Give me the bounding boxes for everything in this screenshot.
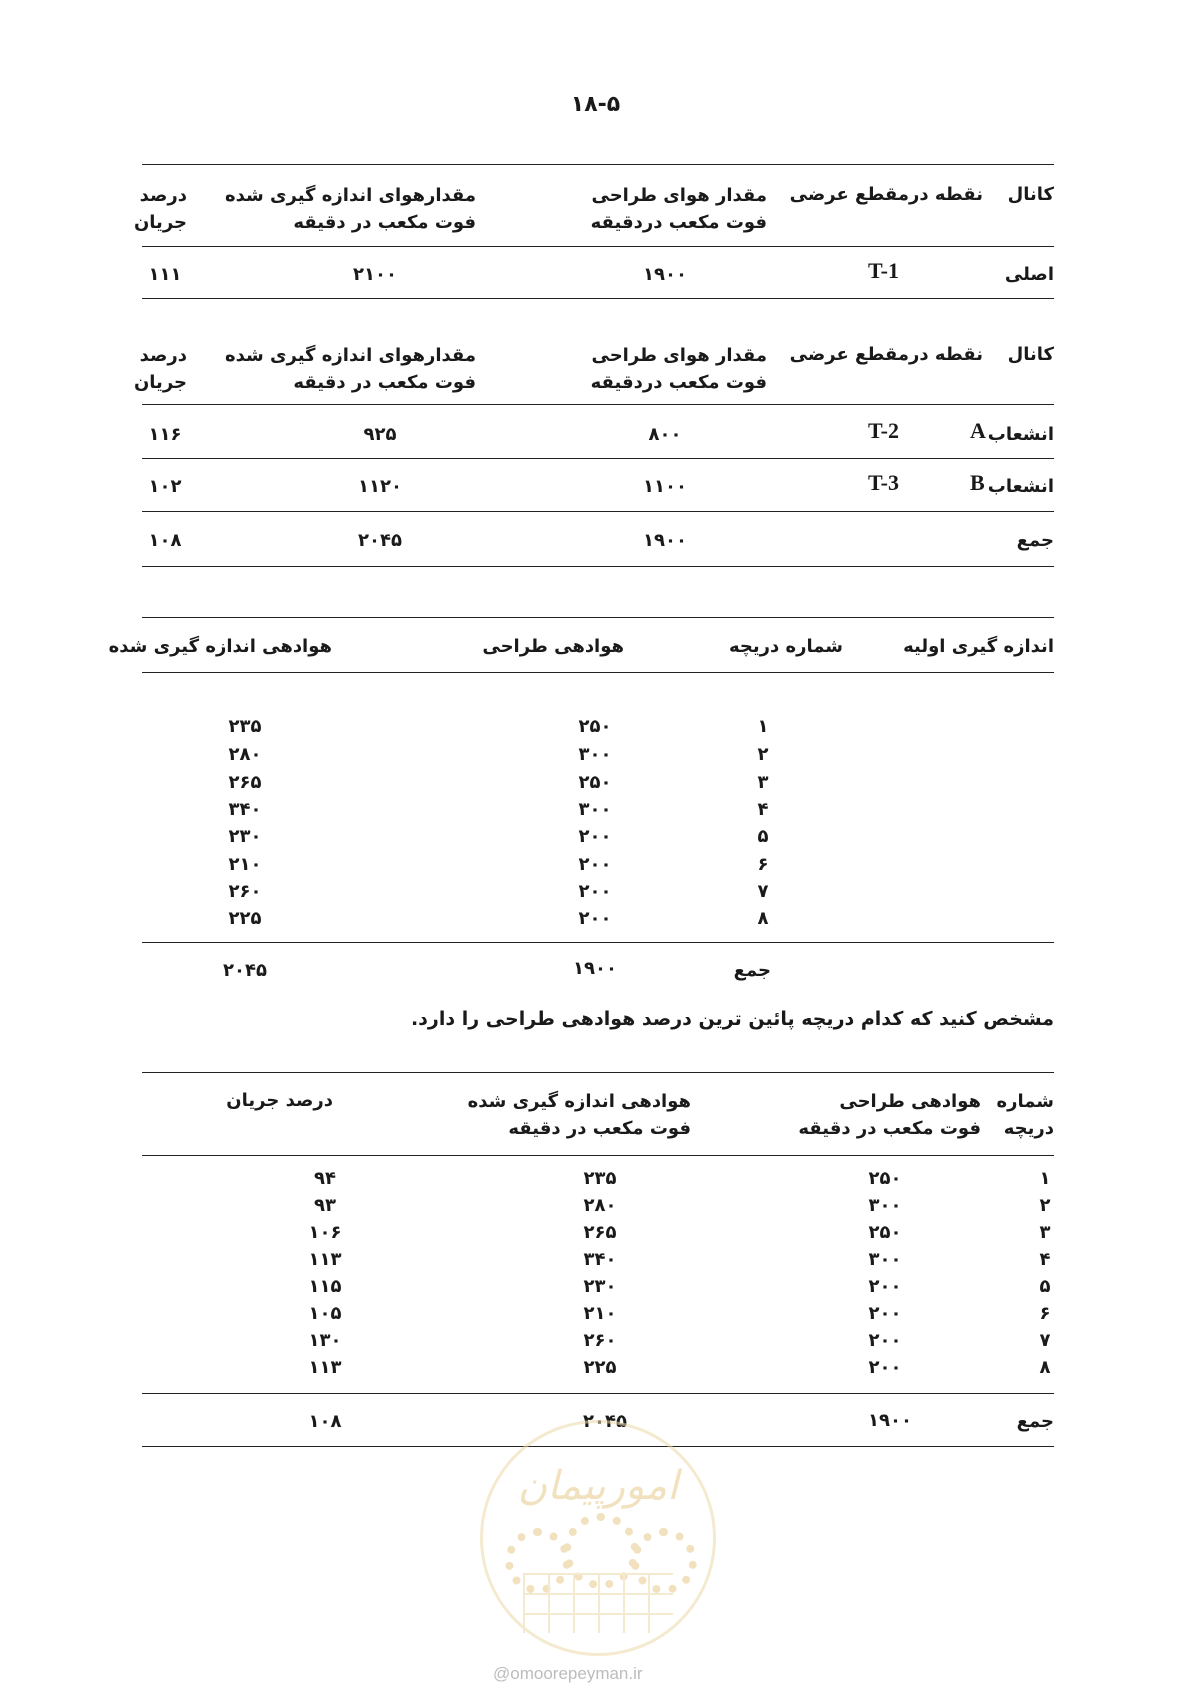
table-rule <box>142 458 1054 459</box>
cell-damper: ۱ <box>1039 1168 1051 1189</box>
cell-damper: ۵ <box>1039 1276 1051 1297</box>
table-rule <box>142 164 1054 165</box>
cell-damper: ۳ <box>1039 1222 1051 1243</box>
cell-measured: ۹۲۵ <box>363 424 397 445</box>
total-label: جمع <box>733 960 771 981</box>
cell-damper: ۵ <box>757 826 769 847</box>
cell-percent: ۱۱۵ <box>308 1276 342 1297</box>
cell-damper: ۲ <box>757 744 769 765</box>
total-design: ۱۹۰۰ <box>868 1410 912 1431</box>
header-design-air: مقدار هوای طراحی فوت مکعب دردقیقه <box>590 345 767 393</box>
cell-damper: ۶ <box>757 854 769 875</box>
cell-channel: اصلی <box>1004 264 1054 285</box>
header-design-airflow: هوادهی طراحی فوت مکعب در دقیقه <box>798 1091 981 1139</box>
cell-measured: ۲۳۵ <box>228 716 262 737</box>
table-rule <box>142 617 1054 618</box>
at-icon: @ <box>493 1664 511 1683</box>
cell-design: ۱۹۰۰ <box>643 264 687 285</box>
header-design-airflow: هوادهی طراحی <box>482 636 624 657</box>
cell-design: ۸۰۰ <box>648 424 682 445</box>
cell-point: T-2 <box>868 418 899 443</box>
total-percent: ۱۰۸ <box>308 1411 342 1432</box>
cell-channel: انشعاب <box>987 424 1054 445</box>
header-damper-number: شماره دریچه <box>728 636 843 657</box>
cell-branch-letter: B <box>970 470 985 495</box>
table-rule <box>142 942 1054 943</box>
cell-damper: ۶ <box>1039 1303 1051 1324</box>
cell-measured: ۲۱۰ <box>228 854 262 875</box>
cell-design: ۲۵۰ <box>868 1168 902 1189</box>
cell-design: ۳۰۰ <box>578 744 612 765</box>
instruction-text: مشخص کنید که کدام دریچه پائین ترین درصد هوادهی طراحی را دارد. <box>410 1008 1054 1030</box>
header-measured-air: مقدارهوای اندازه گیری شده فوت مکعب در دقیقه <box>225 185 476 233</box>
cell-design: ۲۵۰ <box>578 716 612 737</box>
cell-percent: ۹۴ <box>314 1168 336 1189</box>
cell-percent: ۱۰۶ <box>308 1222 342 1243</box>
cell-measured: ۲۱۰ <box>583 1303 617 1324</box>
table-rule <box>142 566 1054 567</box>
page-number: ۱۸-۵ <box>570 92 621 117</box>
cell-measured: ۲۲۵ <box>583 1357 617 1378</box>
cell-design: ۲۰۰ <box>578 826 612 847</box>
cell-design: ۳۰۰ <box>868 1249 902 1270</box>
total-design: ۱۹۰۰ <box>573 958 617 979</box>
cell-design: ۲۵۰ <box>578 772 612 793</box>
table-rule <box>142 1155 1054 1156</box>
cell-damper: ۳ <box>757 772 769 793</box>
total-design: ۱۹۰۰ <box>643 530 687 551</box>
watermark-logo-text: امورپیمان <box>517 1463 679 1509</box>
cell-damper: ۸ <box>1039 1357 1051 1378</box>
cell-damper: ۲ <box>1039 1195 1051 1216</box>
cell-percent: ۱۱۳ <box>308 1357 342 1378</box>
cell-damper: ۸ <box>757 908 769 929</box>
total-measured: ۲۰۴۵ <box>223 960 267 981</box>
cell-damper: ۴ <box>757 799 769 820</box>
cell-design: ۳۰۰ <box>868 1195 902 1216</box>
cell-design: ۱۱۰۰ <box>643 476 687 497</box>
watermark-logo <box>480 1420 716 1656</box>
cell-design: ۲۰۰ <box>868 1303 902 1324</box>
cell-measured: ۲۸۰ <box>228 744 262 765</box>
cell-measured: ۲۳۰ <box>583 1276 617 1297</box>
cell-design: ۲۰۰ <box>868 1357 902 1378</box>
table-rule <box>142 404 1054 405</box>
table-rule <box>142 1393 1054 1394</box>
total-measured: ۲۰۴۵ <box>358 530 402 551</box>
cell-point: T-3 <box>868 470 899 495</box>
cell-measured: ۲۶۰ <box>583 1330 617 1351</box>
table-rule <box>142 246 1054 247</box>
cell-design: ۳۰۰ <box>578 799 612 820</box>
cell-measured: ۲۲۵ <box>228 908 262 929</box>
cell-measured: ۲۳۵ <box>583 1168 617 1189</box>
cell-percent: ۹۳ <box>314 1195 336 1216</box>
cell-design: ۲۵۰ <box>868 1222 902 1243</box>
table-rule <box>142 672 1054 673</box>
cell-design: ۲۰۰ <box>868 1276 902 1297</box>
table-rule <box>142 298 1054 299</box>
header-channel: کانال <box>1007 184 1054 205</box>
cell-damper: ۴ <box>1039 1249 1051 1270</box>
cell-damper: ۷ <box>1039 1330 1051 1351</box>
header-design-air: مقدار هوای طراحی فوت مکعب دردقیقه <box>590 185 767 233</box>
cell-measured: ۲۶۰ <box>228 881 262 902</box>
cell-percent: ۱۰۲ <box>148 476 182 497</box>
cell-design: ۲۰۰ <box>578 854 612 875</box>
header-measured-air: مقدارهوای اندازه گیری شده فوت مکعب در دقیقه <box>225 345 476 393</box>
total-label: جمع <box>1016 530 1054 551</box>
cell-channel: انشعاب <box>987 476 1054 497</box>
grid-icon <box>523 1573 673 1633</box>
cell-measured: ۳۴۰ <box>583 1249 617 1270</box>
cell-percent: ۱۱۶ <box>148 424 182 445</box>
cell-measured: ۲۳۰ <box>228 826 262 847</box>
cell-branch-letter: A <box>970 418 986 443</box>
cell-measured: ۳۴۰ <box>228 799 262 820</box>
header-cross-section: نقطه درمقطع عرضی <box>789 184 983 205</box>
cell-design: ۲۰۰ <box>578 908 612 929</box>
cell-design: ۲۰۰ <box>578 881 612 902</box>
total-percent: ۱۰۸ <box>148 530 182 551</box>
cell-measured: ۲۶۵ <box>228 772 262 793</box>
header-percent-flow: درصد جریان <box>133 185 187 233</box>
header-percent-flow: درصد جریان <box>133 345 187 393</box>
table-rule <box>142 511 1054 512</box>
watermark-url: @omoorepeyman.ir <box>493 1664 643 1683</box>
cell-design: ۲۰۰ <box>868 1330 902 1351</box>
cell-measured: ۲۶۵ <box>583 1222 617 1243</box>
header-initial-measurement: اندازه گیری اولیه <box>903 636 1054 657</box>
cell-percent: ۱۱۱ <box>148 264 182 285</box>
cell-measured: ۱۱۲۰ <box>358 476 402 497</box>
table-rule <box>142 1072 1054 1073</box>
header-cross-section: نقطه درمقطع عرضی <box>789 344 983 365</box>
total-measured: ۲۰۴۵ <box>583 1411 627 1432</box>
cell-damper: ۷ <box>757 881 769 902</box>
cell-percent: ۱۱۳ <box>308 1249 342 1270</box>
header-channel: کانال <box>1007 344 1054 365</box>
total-label: جمع <box>1016 1411 1054 1432</box>
header-measured-airflow: هوادهی اندازه گیری شده <box>108 636 332 657</box>
cell-damper: ۱ <box>757 716 769 737</box>
cell-percent: ۱۰۵ <box>308 1303 342 1324</box>
cell-measured: ۲۱۰۰ <box>353 264 397 285</box>
header-percent-flow: درصد جریان <box>226 1090 333 1111</box>
cell-measured: ۲۸۰ <box>583 1195 617 1216</box>
header-damper-number: شماره دریچه <box>996 1091 1054 1139</box>
cell-point: T-1 <box>868 258 899 283</box>
header-measured-airflow: هوادهی اندازه گیری شده فوت مکعب در دقیقه <box>467 1091 691 1139</box>
cell-percent: ۱۳۰ <box>308 1330 342 1351</box>
